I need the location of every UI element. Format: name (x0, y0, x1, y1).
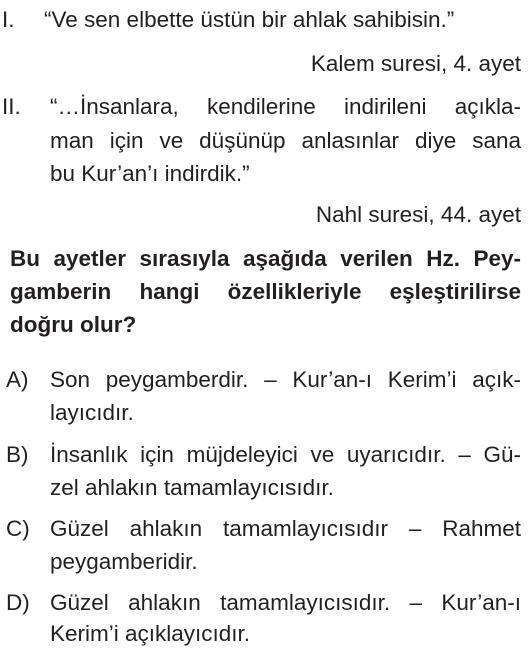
statement-2-source: Nahl suresi, 44. ayet (315, 202, 521, 227)
question-line-3: doğru olur? (10, 312, 137, 337)
option-b-line-1[interactable]: İnsanlık için müjdeleyici ve uyarıcıdır. – Gü- (50, 442, 521, 467)
statement-1-line-1: “Ve sen elbette üstün bir ahlak sahibisin.” (44, 7, 455, 32)
statement-1-source: Kalem suresi, 4. ayet (310, 51, 521, 76)
statement-2-line-1: “…İnsanlara, kendilerine indirileni açıkla- (50, 94, 521, 119)
statement-2-numeral: II. (2, 94, 21, 119)
option-c-letter[interactable]: C) (6, 516, 30, 541)
question-line-1: Bu ayetler sırasıyla aşağıda verilen Hz. Pey- (10, 246, 521, 271)
statement-1-numeral: I. (2, 7, 15, 32)
option-c-line-2[interactable]: peygamberidir. (50, 549, 198, 574)
option-a-letter[interactable]: A) (6, 367, 29, 392)
statement-2-line-3: bu Kur’an’ı indirdik.” (50, 161, 250, 186)
option-b-letter[interactable]: B) (6, 442, 29, 467)
statement-2-line-2: man için ve düşünüp anlasınlar diye sana (50, 128, 521, 153)
option-c-line-1[interactable]: Güzel ahlakın tamamlayıcısıdır – Rahmet (50, 516, 521, 541)
option-a-line-2[interactable]: layıcıdır. (50, 400, 134, 425)
option-a-line-1[interactable]: Son peygamberdir. – Kur’an-ı Kerim’i açık- (50, 367, 521, 392)
option-b-line-2[interactable]: zel ahlakın tamamlayıcısıdır. (50, 475, 334, 500)
option-d-letter[interactable]: D) (6, 590, 30, 615)
option-d-line-1[interactable]: Güzel ahlakın tamamlayıcısıdır. – Kur’an-ı (50, 590, 521, 615)
question-line-2: gamberin hangi özellikleriyle eşleştirilirse (10, 279, 521, 304)
option-d-line-2[interactable]: Kerim’i açıklayıcıdır. (50, 621, 251, 646)
